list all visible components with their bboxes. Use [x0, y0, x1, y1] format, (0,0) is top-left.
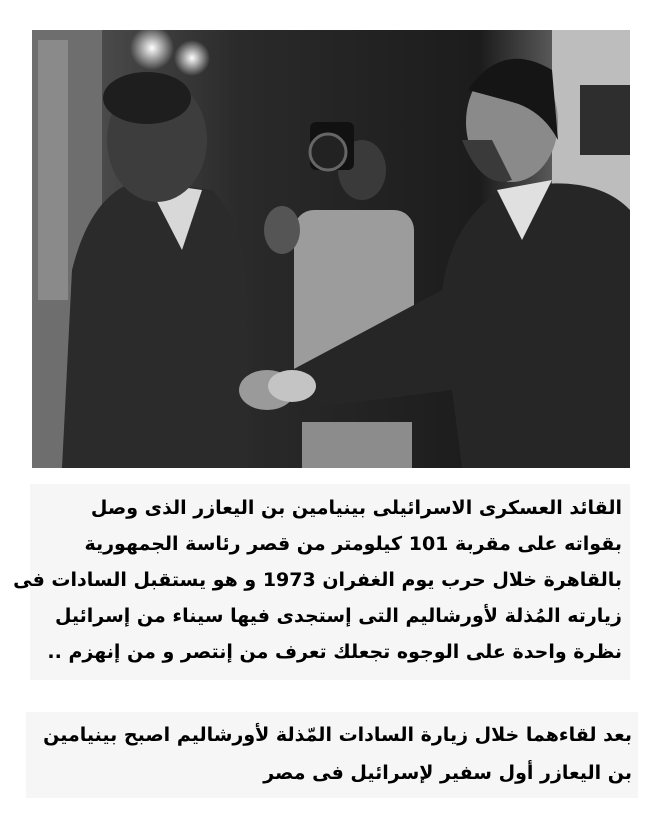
historical-photo [32, 30, 630, 468]
main-caption [13, 484, 630, 680]
caption-line-5: نظرة واحدة على الوجوه تجعلك تعرف من إنتصر و من إنهزم .. [47, 641, 622, 663]
photo-handshake-icon [32, 30, 630, 468]
secondary-caption [26, 712, 638, 798]
secondary-caption-line-2: بن اليعازر أول سفير لإسرائيل فى مصر [263, 762, 632, 784]
secondary-caption-line-1: بعد لقاءهما خلال زيارة السادات المّذلة لأورشاليم اصبح بينيامين [43, 724, 632, 746]
caption-line-1: القائد العسكرى الاسرائيلى بينيامين بن اليعازر الذى وصل [90, 497, 622, 519]
caption-line-3: بالقاهرة خلال حرب يوم الغفران 1973 و هو يستقبل السادات فى [13, 569, 622, 591]
caption-line-4: زيارته المُذلة لأورشاليم التى إستجدى فيها سيناء من إسرائيل [54, 605, 622, 627]
caption-line-2: بقواته على مقربة 101 كيلومتر من قصر رئاسة الجمهورية [84, 533, 622, 555]
